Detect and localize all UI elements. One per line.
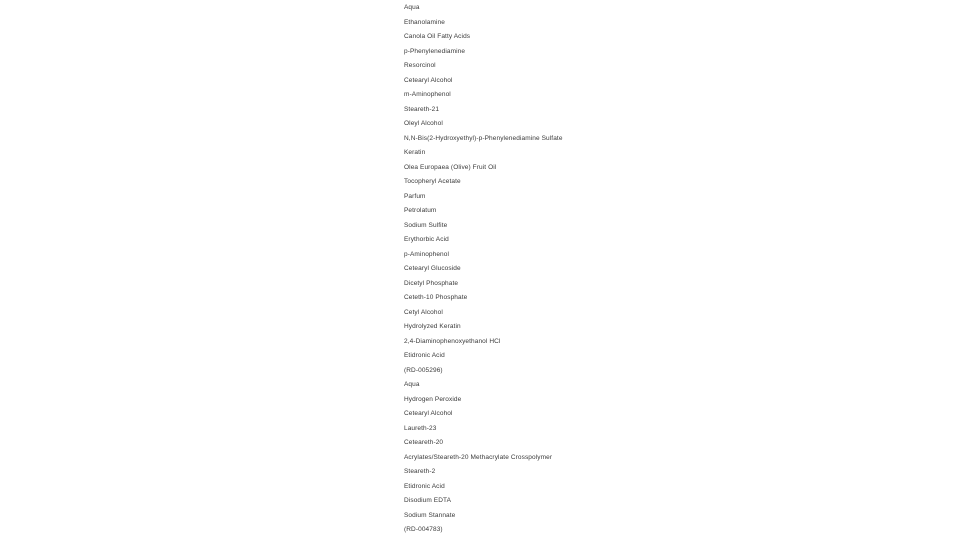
list-item: Erythorbic Acid [404, 236, 449, 243]
list-item: Sodium Stannate [404, 511, 456, 519]
list-item: Ethanolamine [404, 18, 445, 26]
list-item: Petrolatum [404, 207, 437, 214]
list-item: (RD-004783) [404, 526, 443, 533]
list-item: Dicetyl Phosphate [404, 279, 459, 287]
list-item: Canola Oil Fatty Acids [404, 33, 471, 40]
list-item: Ceteth-10 Phosphate [404, 294, 468, 301]
ingredient-list [404, 0, 563, 537]
list-item: 2,4-Diaminophenoxyethanol HCl [404, 337, 501, 345]
list-item: Cetearyl Alcohol [404, 410, 453, 417]
list-item: (RD-005296) [404, 366, 443, 374]
list-item: Hydrogen Peroxide [404, 395, 462, 403]
list-item: Acrylates/Steareth-20 Methacrylate Crosspolymer [404, 453, 553, 461]
list-item: Olea Europaea (Olive) Fruit Oil [404, 163, 497, 171]
list-item: m-Aminophenol [404, 91, 451, 98]
list-item: Sodium Sulfite [404, 221, 448, 229]
list-item: Steareth-2 [404, 468, 436, 475]
list-item: Ceteareth-20 [404, 439, 444, 446]
list-item: Hydrolyzed Keratin [404, 323, 461, 330]
list-item: Resorcinol [404, 62, 436, 69]
list-item: Etidronic Acid [404, 482, 445, 490]
list-item: Oleyl Alcohol [404, 120, 443, 127]
list-item: Cetearyl Glucoside [404, 265, 461, 272]
list-item: Keratin [404, 149, 426, 156]
list-item: Aqua [404, 4, 420, 11]
list-item: Aqua [404, 381, 420, 388]
list-item: Laureth-23 [404, 424, 437, 432]
list-item: Disodium EDTA [404, 497, 452, 504]
list-item: Steareth-21 [404, 105, 440, 113]
list-item: Etidronic Acid [404, 352, 445, 359]
list-item: p-Phenylenediamine [404, 47, 466, 55]
list-item: Parfum [404, 192, 426, 200]
list-item: Tocopheryl Acetate [404, 178, 461, 185]
list-item: Cetearyl Alcohol [404, 76, 453, 84]
list-item: Cetyl Alcohol [404, 308, 443, 316]
list-item: N,N-Bis(2-Hydroxyethyl)-p-Phenylenediamine Sulfate [404, 134, 563, 142]
list-item: p-Aminophenol [404, 250, 450, 258]
